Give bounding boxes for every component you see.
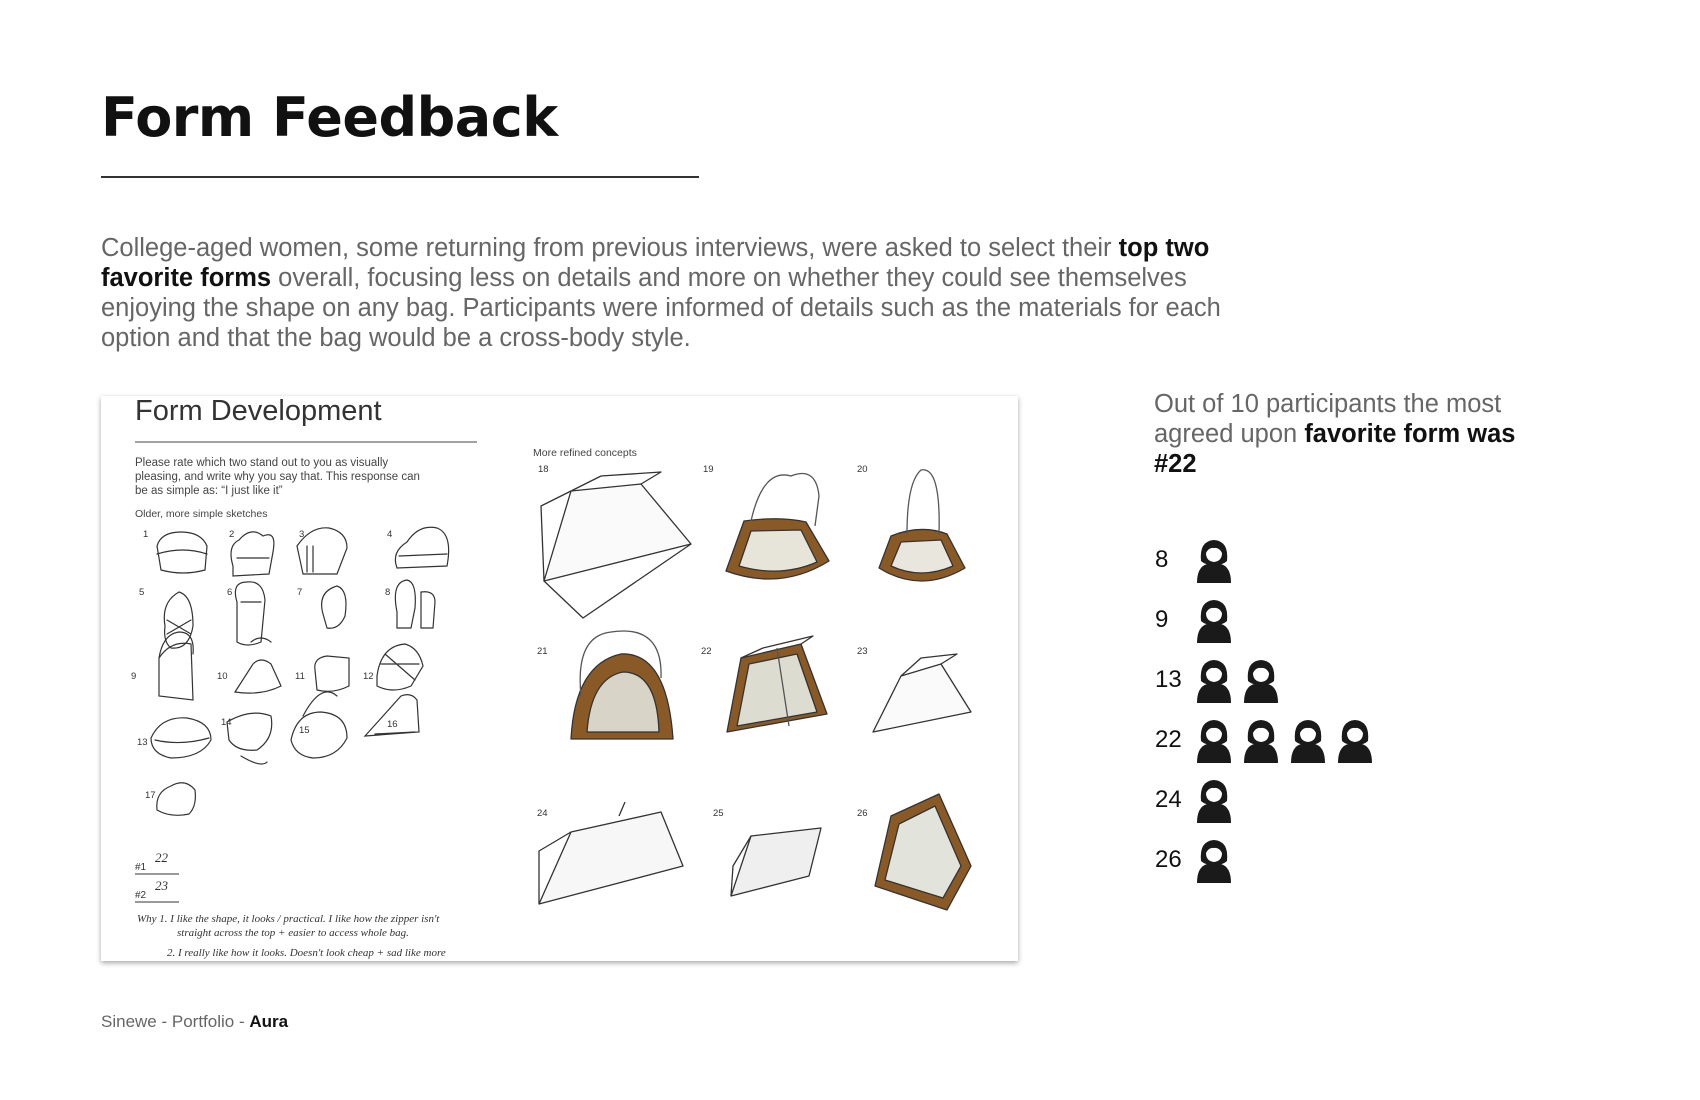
tally-form-number: 22 xyxy=(1155,726,1182,753)
person-icon xyxy=(1195,717,1233,763)
sketch-17 xyxy=(157,783,196,816)
concept-26 xyxy=(875,794,971,910)
pick-1-value: 22 xyxy=(155,850,168,865)
title-divider xyxy=(101,176,699,178)
pick-1-label: #1 xyxy=(135,862,147,873)
handwriting-line: straight across the top + easier to access whole bag. xyxy=(177,927,409,939)
concept-number: 22 xyxy=(701,646,712,657)
page-title: Form Feedback xyxy=(101,86,558,149)
tally-form-number: 8 xyxy=(1155,546,1169,573)
concept-number: 24 xyxy=(537,808,548,819)
older-label: Older, more simple sketches xyxy=(135,508,268,520)
sketch-number: 10 xyxy=(217,671,228,682)
pick-2-label: #2 xyxy=(135,890,147,901)
sketch-4 xyxy=(395,527,448,568)
sketch-10 xyxy=(235,638,281,693)
person-icon xyxy=(1289,717,1327,763)
tally-row xyxy=(1155,530,1555,590)
concept-22 xyxy=(727,636,827,732)
person-icon xyxy=(1242,657,1280,703)
summary-bold: favorite form was #22 xyxy=(1154,420,1516,478)
refined-sketches xyxy=(539,470,971,910)
sketch-number: 4 xyxy=(387,529,393,540)
tally-form-number: 24 xyxy=(1155,786,1182,813)
footer-project: Aura xyxy=(249,1012,289,1031)
sketch-number: 15 xyxy=(299,725,310,736)
footer-prefix: Sinewe - Portfolio - xyxy=(101,1012,250,1031)
sketch-7 xyxy=(322,586,346,628)
pick-2-value: 23 xyxy=(155,878,168,893)
intro-text-2: overall, focusing less on details and more on whether they could see themselves enjoying the shape on any bag. Participants were informed of details such as the materials for each option and that the bag would be a cross-body style. xyxy=(101,264,1221,352)
person-icon xyxy=(1195,657,1233,703)
sketch-9 xyxy=(159,632,193,700)
concept-19 xyxy=(726,474,829,580)
sketch-number: 12 xyxy=(363,671,374,682)
sketch-number: 8 xyxy=(385,587,391,598)
tally-form-number: 26 xyxy=(1155,846,1182,873)
tally-row xyxy=(1155,650,1555,710)
instruction-line: be as simple as: “I just like it” xyxy=(135,485,283,497)
sketch-number: 6 xyxy=(227,587,233,598)
tally-row xyxy=(1155,770,1555,830)
sketch-number: 14 xyxy=(221,717,232,728)
sketch-number: 9 xyxy=(131,671,137,682)
person-icon xyxy=(1195,537,1233,583)
sheet-title: Form Development xyxy=(135,396,382,427)
concept-number: 18 xyxy=(538,464,549,475)
sketch-number: 1 xyxy=(143,529,149,540)
summary-text xyxy=(1154,389,1554,479)
older-sketch-numbers xyxy=(131,529,398,801)
intro-text-1: College-aged women, some returning from previous interviews, were asked to select their xyxy=(101,234,1119,262)
sketch-number: 17 xyxy=(145,790,156,801)
tally-row xyxy=(1155,830,1555,890)
instruction-line: Please rate which two stand out to you as visually xyxy=(135,457,389,469)
concept-25 xyxy=(731,828,821,896)
sketch-13 xyxy=(151,718,211,758)
sketch-number: 13 xyxy=(137,737,148,748)
sketch-number: 3 xyxy=(299,529,305,540)
person-icon xyxy=(1242,717,1280,763)
sketch-12 xyxy=(377,644,423,690)
sketch-2 xyxy=(231,532,274,576)
sketch-number: 11 xyxy=(295,671,305,682)
concept-24 xyxy=(539,802,683,904)
sketch-number: 7 xyxy=(297,587,303,598)
summary-text-1: Out of 10 participants the most agreed upon xyxy=(1154,390,1502,448)
concept-number: 21 xyxy=(537,646,548,657)
sketch-number: 16 xyxy=(387,719,398,730)
sketch-5 xyxy=(164,592,193,648)
person-icon xyxy=(1195,837,1233,883)
concept-21 xyxy=(571,631,673,739)
concept-18 xyxy=(541,472,691,618)
concept-number: 20 xyxy=(857,464,868,475)
concept-number: 23 xyxy=(857,646,868,657)
person-icon xyxy=(1195,597,1233,643)
sheet-instructions xyxy=(135,457,420,497)
tally-row xyxy=(1155,710,1555,770)
vote-tally xyxy=(1155,530,1555,890)
tally-row xyxy=(1155,590,1555,650)
sketch-1 xyxy=(157,532,207,573)
tally-form-number: 13 xyxy=(1155,666,1182,693)
sketch-6 xyxy=(235,582,265,645)
concept-number: 26 xyxy=(857,808,868,819)
sketch-14 xyxy=(227,713,272,764)
sketch-number: 2 xyxy=(229,529,235,540)
concept-number: 19 xyxy=(703,464,714,475)
concept-20 xyxy=(879,470,965,581)
person-icon xyxy=(1336,717,1374,763)
person-icon xyxy=(1195,777,1233,823)
intro-bold: top two favorite forms xyxy=(101,234,1210,292)
sketch-8 xyxy=(395,580,435,628)
tally-form-number: 9 xyxy=(1155,606,1169,633)
concept-23 xyxy=(873,654,971,732)
handwriting-line: 2. I really like how it looks. Doesn't look cheap + sad like more xyxy=(167,947,446,959)
concept-number: 25 xyxy=(713,808,724,819)
sketch-11 xyxy=(315,656,349,691)
intro-paragraph xyxy=(101,233,1221,353)
footer xyxy=(101,1012,288,1032)
sketch-number: 5 xyxy=(139,587,145,598)
sketch-3 xyxy=(297,528,347,574)
refined-label: More refined concepts xyxy=(533,447,637,459)
handwriting-line: Why 1. I like the shape, it looks / practical. I like how the zipper isn't xyxy=(137,913,440,925)
participant-picks xyxy=(135,850,446,959)
instruction-line: pleasing, and write why you say that. This response can xyxy=(135,471,420,483)
form-development-sheet xyxy=(101,396,1018,961)
